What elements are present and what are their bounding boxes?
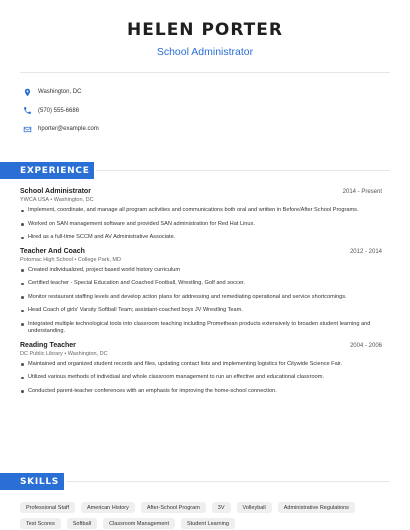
- skill-chip: American History: [81, 502, 135, 513]
- job-dates: 2012 - 2014: [349, 248, 382, 255]
- list-item: Implement, coordinate, and manage all program activities and communications both oral and written in Before/After School Programs.: [20, 207, 382, 215]
- phone-icon: [22, 106, 32, 116]
- list-item: Certified teacher - Special Education and Coached Football, Wrestling, Golf and soccer.: [20, 280, 382, 288]
- skill-chip: 3V: [212, 502, 231, 513]
- skill-chip: Volleyball: [237, 502, 272, 513]
- email-icon: [22, 124, 32, 134]
- list-item: Integrated multiple technological tools into classroom teaching including Promethean products extensively to broaden student learning and understanding.: [20, 321, 382, 336]
- location-pin-icon: [22, 87, 32, 97]
- job-organization: DC Public Library • Washington, DC: [20, 350, 108, 357]
- list-item: Utilized various methods of individual and whole classroom management to run an effective and educational classroom.: [20, 374, 382, 382]
- skill-chip: Softball: [67, 518, 97, 529]
- resume-header: [0, 0, 410, 58]
- list-item: Maintained and organized student records and files, updating contact lists and implementing logistics for Citywide Science Fair.: [20, 361, 382, 369]
- list-item: Head Coach of girls' Varsity Softball Team; assistant-coached boys JV Wrestling Team.: [20, 307, 382, 315]
- job-dates: 2014 - Present: [342, 189, 382, 195]
- section-title-skills: SKILLS: [0, 473, 64, 490]
- job-organization: YWCA USA • Washington, DC: [20, 197, 94, 203]
- skill-chip: Test Scores: [20, 518, 61, 529]
- job-entry: [20, 248, 382, 336]
- candidate-role: School Administrator: [156, 46, 254, 58]
- contact-email: [22, 120, 410, 138]
- contact-phone-text: (570) 555-6686: [38, 107, 80, 114]
- contact-list: [0, 73, 410, 138]
- skill-chip: After-School Program: [141, 502, 206, 513]
- job-dates: 2004 - 2006: [349, 342, 382, 349]
- skill-chip: Classroom Management: [103, 518, 175, 529]
- list-item: Hired as a full-time SCCM and AV Administrative Associate.: [20, 234, 382, 242]
- job-entry: [20, 342, 382, 396]
- job-bullets: [20, 361, 382, 396]
- section-title-experience: EXPERIENCE: [0, 162, 94, 179]
- skills-list: [20, 502, 400, 529]
- contact-location: [22, 83, 410, 101]
- job-title: Reading Teacher: [20, 341, 76, 349]
- candidate-name: HELEN PORTER: [127, 20, 283, 40]
- job-title: School Administrator: [20, 188, 91, 195]
- job-entry: [20, 188, 382, 242]
- contact-location-text: Washington, DC: [38, 89, 82, 95]
- experience-section: [20, 188, 382, 401]
- experience-divider: [96, 170, 390, 171]
- job-title: Teacher And Coach: [20, 247, 85, 255]
- skill-chip: Professional Staff: [20, 502, 75, 513]
- list-item: Conducted parent-teacher conferences with an emphasis for improving the home-school connection.: [20, 388, 382, 396]
- skill-chip: Administrative Regulations: [278, 502, 355, 513]
- contact-email-text: hporter@example.com: [38, 126, 99, 132]
- list-item: Worked on SAN management software and provided SAN administration for Red Hat Linux.: [20, 221, 382, 229]
- skill-chip: Student Learning: [181, 518, 235, 529]
- job-bullets: [20, 267, 382, 336]
- list-item: Created individualized, project based world history curriculum: [20, 267, 382, 275]
- list-item: Monitor restaurant staffing levels and develop action plans for addressing and remediating operational and service shortcomings.: [20, 294, 382, 302]
- skills-divider: [66, 481, 390, 482]
- job-organization: Potomac High School • College Park, MD: [20, 256, 121, 263]
- job-bullets: [20, 207, 382, 242]
- contact-phone: [22, 102, 410, 120]
